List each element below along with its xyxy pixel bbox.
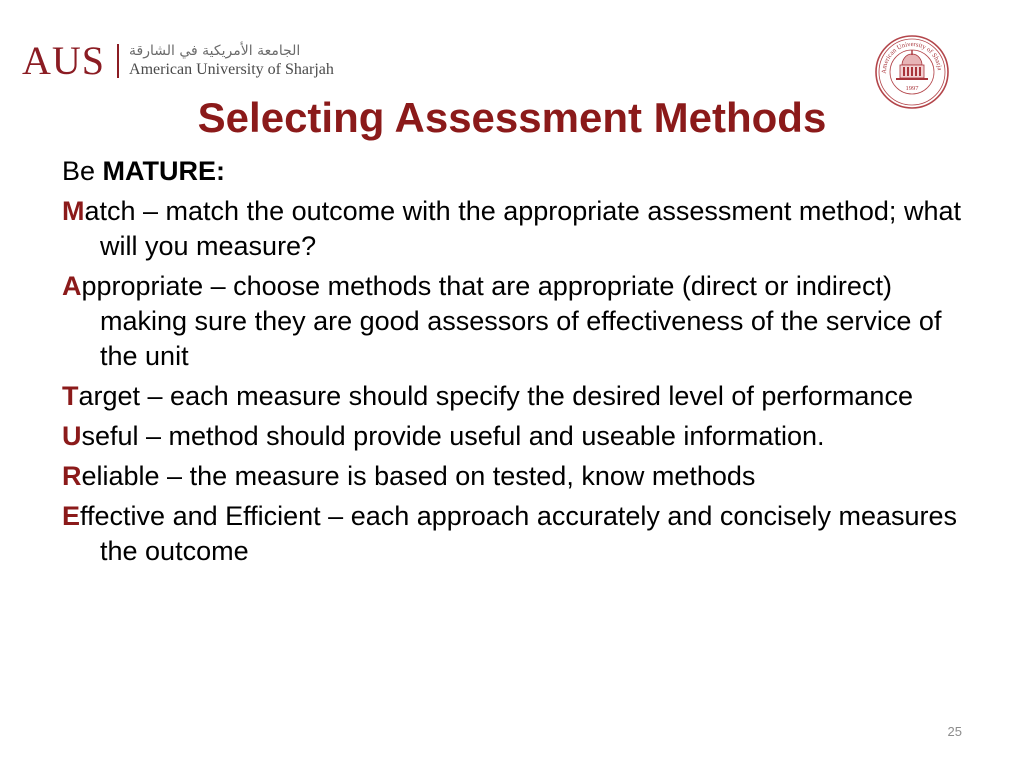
lead-keyword: MATURE: <box>102 156 226 186</box>
logo-wordmark <box>129 42 334 80</box>
logo-arabic-name: الجامعة الأمريكية في الشارقة <box>129 43 301 59</box>
slide-body <box>62 154 962 574</box>
item-initial-letter: E <box>62 501 81 531</box>
item-text: arget – each measure should specify the desired level of performance <box>78 381 913 411</box>
item-initial-letter: M <box>62 196 85 226</box>
item-initial-letter: U <box>62 421 82 451</box>
list-item <box>62 499 962 569</box>
list-item <box>62 269 962 374</box>
page-number: 25 <box>947 724 962 739</box>
svg-text:1997: 1997 <box>905 85 919 92</box>
item-initial-letter: R <box>62 461 82 491</box>
list-item <box>62 419 962 454</box>
item-initial-letter: A <box>62 271 82 301</box>
item-text: ffective and Efficient – each approach accurately and concisely measures the outcome <box>80 501 958 566</box>
item-text: ppropriate – choose methods that are appropriate (direct or indirect) making sure they are good assessors of effectiveness of the service of the unit <box>81 271 942 371</box>
lead-prefix: Be <box>62 156 103 186</box>
list-item <box>62 459 962 494</box>
lead-line <box>62 154 962 189</box>
aus-logo <box>22 40 334 82</box>
logo-abbreviation: AUS <box>22 38 106 83</box>
slide-title: Selecting Assessment Methods <box>197 94 827 141</box>
list-item <box>62 379 962 414</box>
logo-english-name: American University of Sharjah <box>129 61 334 78</box>
item-text: atch – match the outcome with the appropriate assessment method; what will you measure? <box>84 196 961 261</box>
item-text: eliable – the measure is based on tested, know methods <box>81 461 756 491</box>
item-text: seful – method should provide useful and useable information. <box>81 421 825 451</box>
svg-text:American University of Sharjah: American University of Sharja <box>880 40 943 74</box>
list-item <box>62 194 962 264</box>
logo-divider <box>117 44 119 78</box>
item-initial-letter: T <box>62 381 79 411</box>
